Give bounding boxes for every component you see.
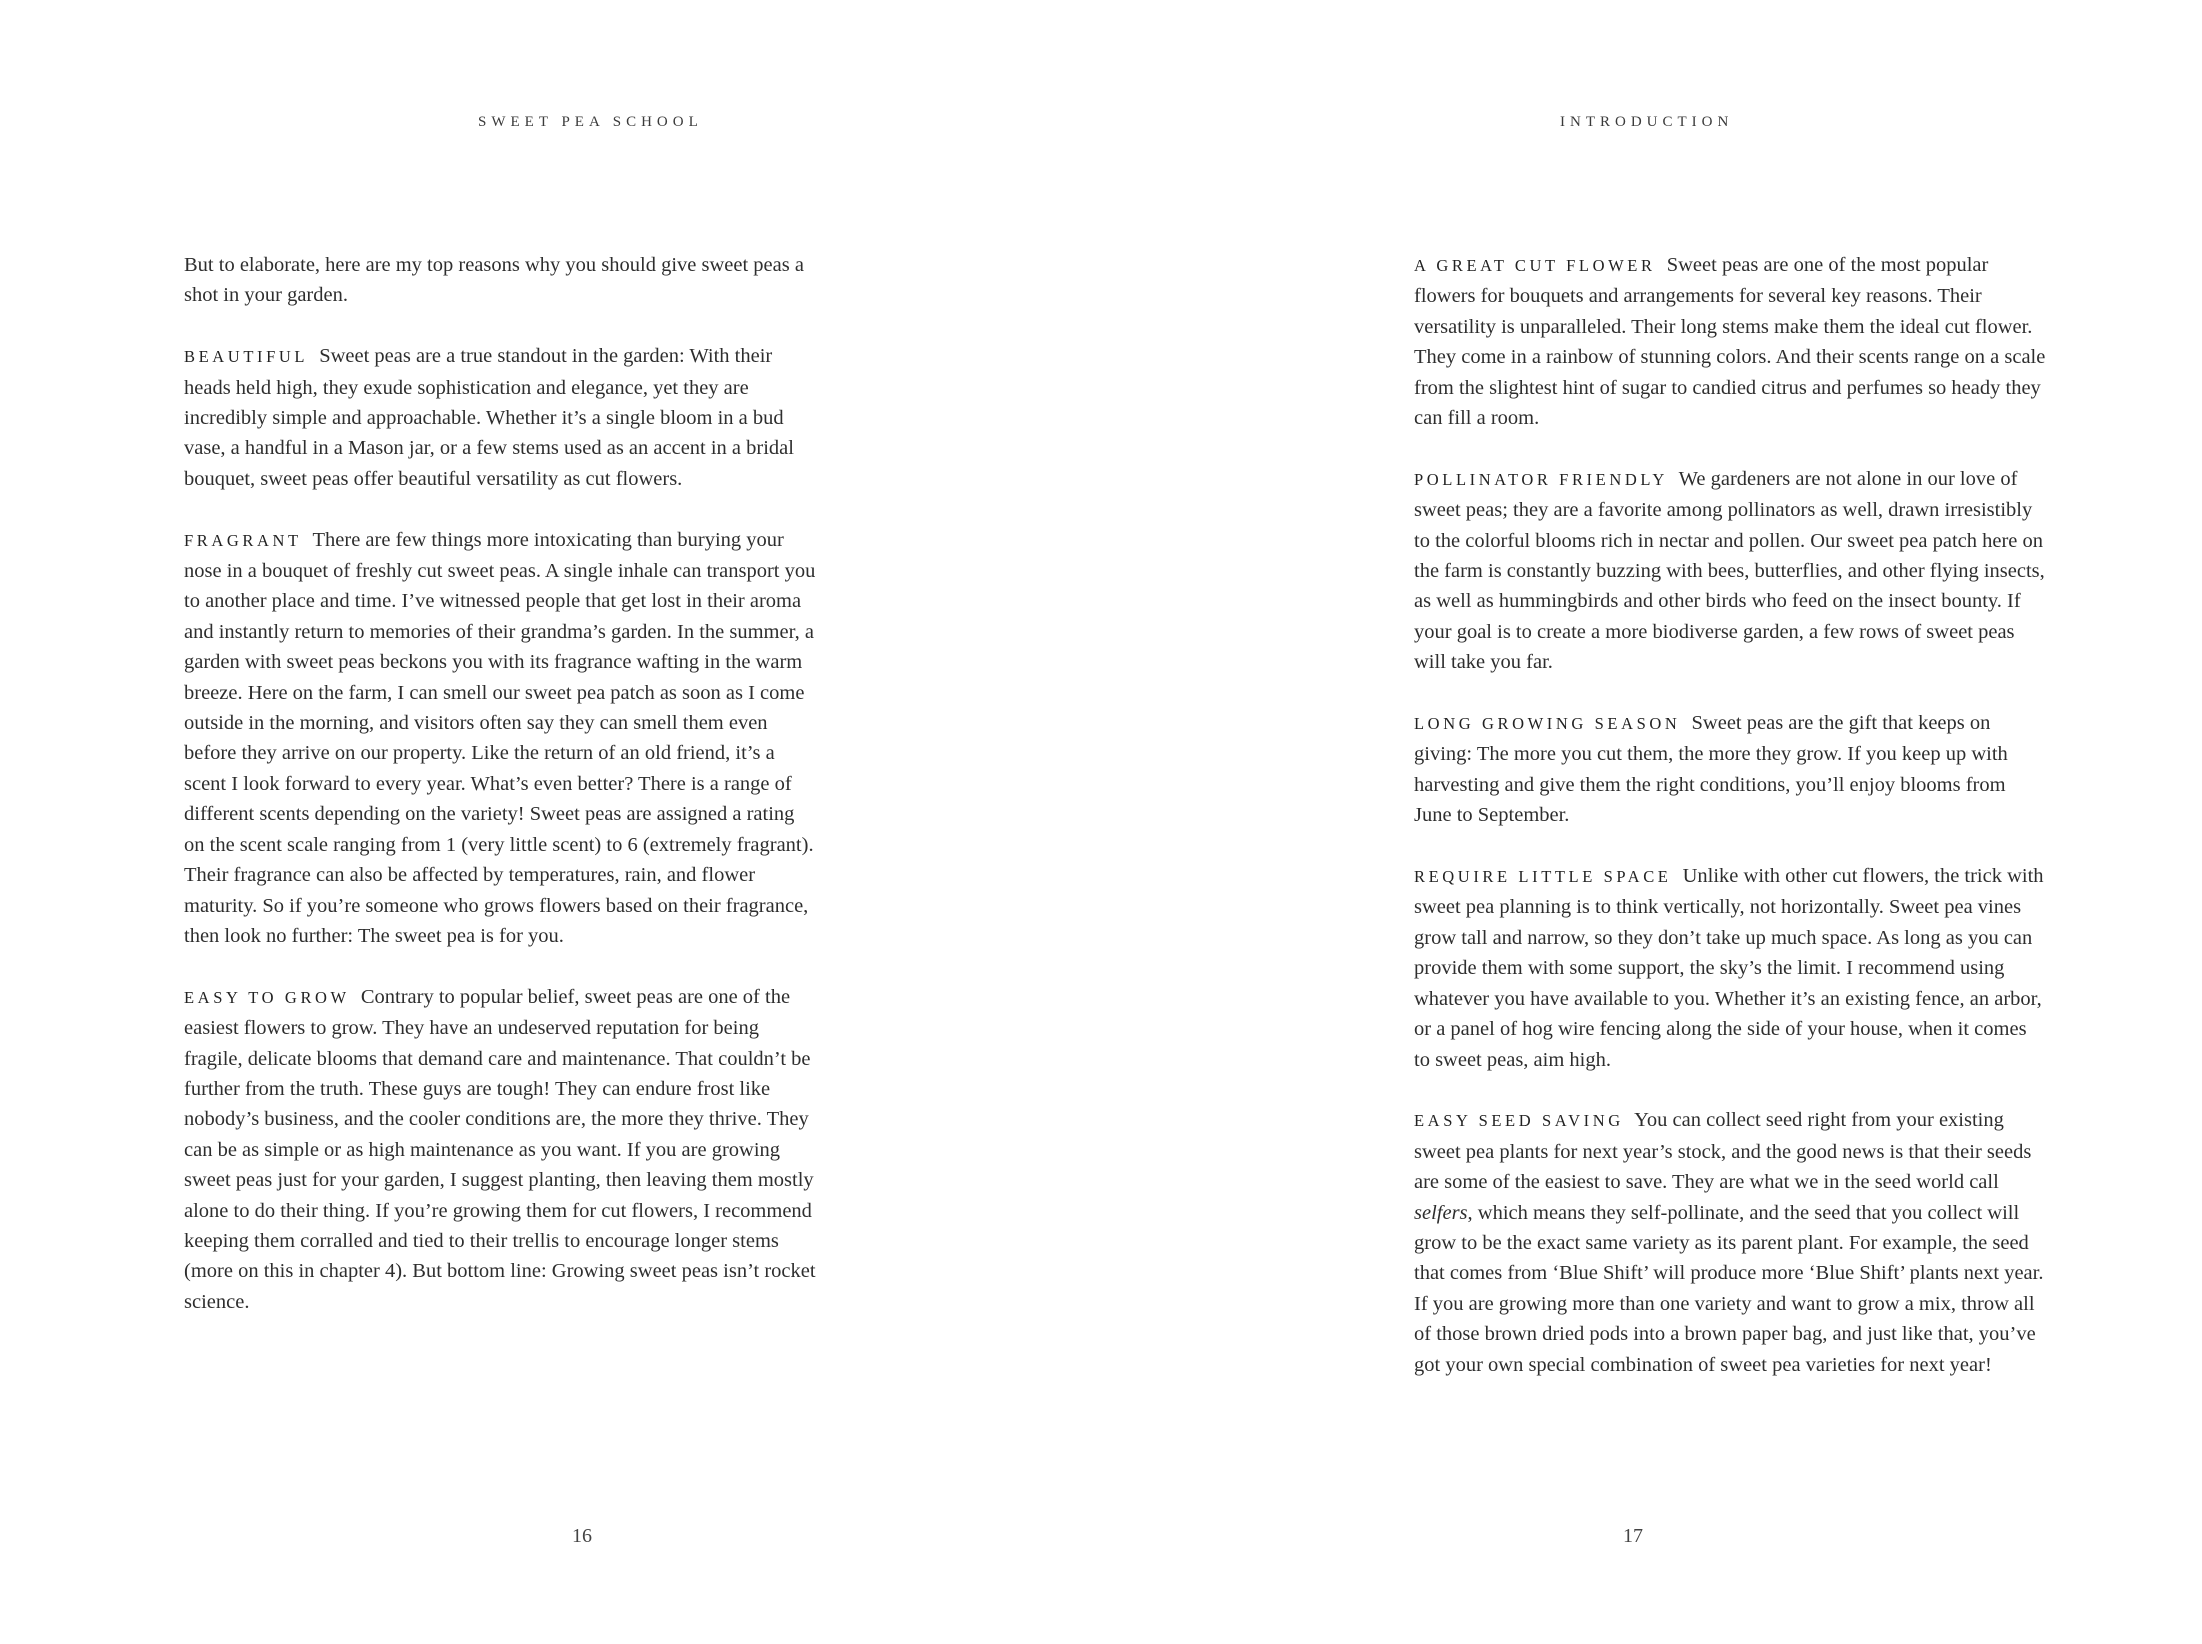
section-heading: BEAUTIFUL xyxy=(184,347,309,367)
section-heading: FRAGRANT xyxy=(184,530,302,550)
section-body: We gardeners are not alone in our love of sweet peas; they are a favorite among pollinators as well, drawn irresistibly to the colorful blooms rich in nectar and pollen. Our sweet pea patch here on the farm is constantly buzzing with bees, butterflies, and other flying insects, as well as hummingbirds and other birds who feed on the insect bounty. If your goal is to create a more biodiverse garden, a few rows of sweet peas will take you far. xyxy=(1414,467,2045,674)
section-easy-seed-saving xyxy=(1414,1105,2046,1380)
section-body: Unlike with other cut flowers, the trick with sweet pea planning is to think vertically, not horizontally. Sweet pea vines grow tall and narrow, so they don’t take up much space. As long as you can provide them with some support, the sky’s the limit. I recommend using whatever you have available to you. Whether it’s an existing fence, an arbor, or a panel of hog wire fencing along the side of your house, when it comes to sweet peas, aim high. xyxy=(1414,865,2044,1071)
section-pollinator-friendly xyxy=(1414,464,2046,678)
section-body-part-2: , which means they self-pollinate, and the seed that you collect will grow to be the exact same variety as its parent plant. For example, the seed that comes from ‘Blue Shift’ will produce more ‘Blue Shift’ plants next year. If you are growing more than one variety and want to grow a mix, throw all of those brown dried pods into a brown paper bag, and just like that, you’ve got your own special combination of sweet pea varieties for next year! xyxy=(1414,1201,2044,1376)
page-number-right: 17 xyxy=(1623,1525,1643,1547)
section-fragrant xyxy=(184,525,816,952)
section-easy-to-grow xyxy=(184,982,816,1317)
section-heading: LONG GROWING SEASON xyxy=(1414,714,1681,734)
italic-term: selfers xyxy=(1414,1201,1468,1224)
section-long-growing-season xyxy=(1414,708,2046,831)
intro-paragraph: But to elaborate, here are my top reasons why you should give sweet peas a shot in your garden. xyxy=(184,254,804,307)
section-body: Contrary to popular belief, sweet peas are one of the easiest flowers to grow. They have an undeserved reputation for being fragile, delicate blooms that demand care and maintenance. That couldn’t be further from the truth. These guys are tough! They can endure frost like nobody’s business, and the cooler conditions are, the more they thrive. They can be as simple or as high maintenance as you want. If you are growing sweet peas just for your garden, I suggest planting, then leaving them mostly alone to do their thing. If you’re growing them for cut flowers, I recommend keeping them corralled and tied to their trellis to encourage longer stems (more on this in chapter 4). But bottom line: Growing sweet peas isn’t rocket science. xyxy=(184,985,816,1313)
section-beautiful xyxy=(184,341,816,494)
right-page xyxy=(1101,0,2202,1644)
right-text-block xyxy=(1414,250,2046,1410)
section-require-little-space xyxy=(1414,861,2046,1075)
page-number-left: 16 xyxy=(572,1525,592,1547)
section-heading: REQUIRE LITTLE SPACE xyxy=(1414,867,1672,887)
section-body-part-1: You can collect seed right from your existing sweet pea plants for next year’s stock, and the good news is that their seeds are some of the easiest to save. They are what we in the seed world call xyxy=(1414,1109,2032,1194)
section-heading: EASY SEED SAVING xyxy=(1414,1111,1624,1131)
section-body: Sweet peas are one of the most popular flowers for bouquets and arrangements for several key reasons. Their versatility is unparalleled. Their long stems make them the ideal cut flower. They come in a rainbow of stunning colors. And their scents range on a scale from the slightest hint of sugar to candied citrus and perfumes so heady they can fill a room. xyxy=(1414,254,2046,430)
section-body: Sweet peas are the gift that keeps on giving: The more you cut them, the more they grow. If you keep up with harvesting and give them the right conditions, you’ll enjoy blooms from June to September. xyxy=(1414,712,2008,827)
section-body: Sweet peas are a true standout in the garden: With their heads held high, they exude sophistication and elegance, yet they are incredibly simple and approachable. Whether it’s a single bloom in a bud vase, a handful in a Mason jar, or a few stems used as an accent in a bridal bouquet, sweet peas offer beautiful versatility as cut flowers. xyxy=(184,345,794,490)
left-text-block xyxy=(184,250,816,1348)
section-heading: EASY TO GROW xyxy=(184,987,350,1007)
running-head-left: SWEET PEA SCHOOL xyxy=(478,114,703,130)
section-body: There are few things more intoxicating than burying your nose in a bouquet of freshly cut sweet peas. A single inhale can transport you to another place and time. I’ve witnessed people that get lost in their aroma and instantly return to memories of their grandma’s garden. In the summer, a garden with sweet peas beckons you with its fragrance wafting in the warm breeze. Here on the farm, I can smell our sweet pea patch as soon as I come outside in the morning, and visitors often say they can smell them even before they arrive on our property. Like the return of an old friend, it’s a scent I look forward to every year. What’s even better? There is a range of different scents depending on the variety! Sweet peas are assigned a rating on the scent scale ranging from 1 (very little scent) to 6 (extremely fragrant). Their fragrance can also be affected by temperatures, rain, and flower maturity. So if you’re someone who grows flowers based on their fragrance, then look no further: The sweet pea is for you. xyxy=(184,528,816,947)
section-heading: A GREAT CUT FLOWER xyxy=(1414,256,1656,275)
section-heading: POLLINATOR FRIENDLY xyxy=(1414,469,1668,489)
section-great-cut-flower xyxy=(1414,250,2046,433)
running-head-right: INTRODUCTION xyxy=(1560,114,1734,130)
